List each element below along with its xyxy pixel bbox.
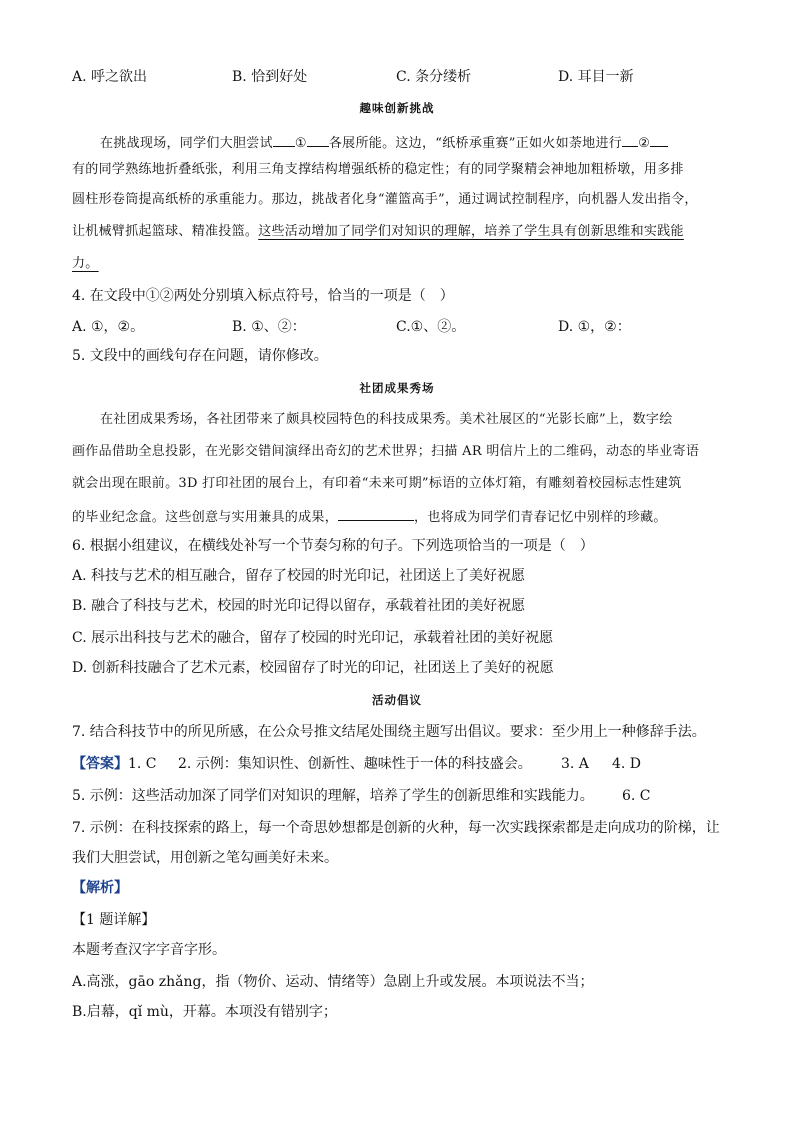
q6-option-d: D. 创新科技融合了艺术元素，校园留存了时光的印记，社团送上了美好的祝愿 <box>72 660 554 676</box>
q4-option-d: D. ①，②： <box>558 319 631 335</box>
analysis-line-3: B.启幕，qǐ mù，开幕。本项没有错别字； <box>72 1004 337 1020</box>
q6-option-a: A. 科技与艺术的相互融合，留存了校园的时光印记，社团送上了美好祝愿 <box>72 568 526 584</box>
q3-option-d: D. 耳目一新 <box>558 69 634 85</box>
q3-option-b: B. 恰到好处 <box>232 69 308 85</box>
answer-line-2 <box>72 786 734 806</box>
answer-5: 5. 示例：这些活动加深了同学们对知识的理解，培养了学生的创新思维和实践能力。 <box>72 788 594 804</box>
blank-1a <box>273 132 295 147</box>
blank-marker-1: ① <box>294 136 307 151</box>
passage1-line3: 圆柱形卷筒提高纸桥的承重能力。那边，挑战者化身“灌篮高手”，通过调试控制程序，向机器人发出指令， <box>72 192 698 207</box>
question-7: 7. 结合科技节中的所见所感，在公众号推文结尾处围绕主题写出倡议。要求：至少用上一种修辞手法。 <box>72 724 706 740</box>
blank-marker-2: ② <box>638 136 651 151</box>
passage1-line2: 有的同学熟练地折叠纸张，利用三角支撑结构增强纸桥的稳定性；有的同学聚精会神地加粗桥墩，用多排 <box>72 162 684 177</box>
passage1-line4 <box>72 222 734 242</box>
question-5: 5. 文段中的画线句存在问题，请你修改。 <box>72 348 328 364</box>
passage2-text: ，也将成为同学们青春记忆中别样的珍藏。 <box>414 510 667 525</box>
underlined-sentence: 这些活动增加了同学们对知识的理解，培养了学生具有创新思维和实践能 <box>258 224 684 239</box>
section-title-proposal: 活动倡议 <box>372 693 422 707</box>
answer-blank <box>338 506 414 521</box>
passage1-line1 <box>100 132 734 154</box>
section-title-challenge: 趣味创新挑战 <box>359 101 435 115</box>
answer-4: 4. D <box>612 756 642 772</box>
answer-1: 1. C <box>128 756 157 772</box>
q4-option-a: A. ①，②。 <box>72 319 145 335</box>
answer-7-line2: 我们大胆尝试，用创新之笔勾画美好未来。 <box>72 850 338 866</box>
passage2-line1: 在社团成果秀场，各社团带来了颇具校园特色的科技成果秀。美术社展区的“光影长廊”上，数字绘 <box>100 412 673 427</box>
blank-1b <box>307 132 329 147</box>
analysis-line-1: 本题考查汉字字音字形。 <box>72 942 226 958</box>
passage1-text: 在挑战现场，同学们大胆尝试 <box>100 136 273 151</box>
analysis-tag: 【解析】 <box>72 880 128 896</box>
question-6: 6. 根据小组建议，在横线处补写一个节奏匀称的句子。下列选项恰当的一项是（ ） <box>72 538 594 554</box>
answer-6: 6. C <box>622 788 651 804</box>
section-title-club: 社团成果秀场 <box>359 381 435 395</box>
passage2-line3: 就会出现在眼前。3D 打印社团的展台上，有印着“未来可期”标语的立体灯箱，有雕刻着校园标志性建筑 <box>72 476 682 491</box>
answer-3: 3. A <box>561 756 589 772</box>
passage1-text: 各展所能。这边，“纸桥承重赛”正如火如荼地进行 <box>328 136 623 151</box>
analysis-sub-1: 【1 题详解】 <box>72 912 156 928</box>
question-4: 4. 在文段中①②两处分别填入标点符号，恰当的一项是（ ） <box>72 288 454 304</box>
answer-7-line1: 7. 示例：在科技探索的路上，每一个奇思妙想都是创新的火种，每一次实践探索都是走向成功的阶梯，让 <box>72 820 720 836</box>
q6-option-b: B. 融合了科技与艺术，校园的时光印记得以留存，承载着社团的美好祝愿 <box>72 598 526 614</box>
blank-2a <box>622 132 638 147</box>
passage1-text: 让机械臂抓起篮球、精准投篮。 <box>72 224 259 239</box>
passage2-line2: 画作品借助全息投影，在光影交错间演绎出奇幻的艺术世界；扫描 AR 明信片上的二维码，动态的毕业寄语 <box>72 444 700 459</box>
passage2-text: 的毕业纪念盒。这些创意与实用兼具的成果， <box>72 510 339 525</box>
passage2-line4 <box>72 506 734 528</box>
analysis-line-2: A.高涨，gāo zhǎng，指（物价、运动、情绪等）急剧上升或发展。本项说法不当； <box>72 974 594 990</box>
underlined-sentence-end: 力。 <box>72 256 99 271</box>
answer-tag: 【答案】 <box>72 756 128 772</box>
answer-line-1 <box>72 754 734 774</box>
passage1-line5 <box>72 254 734 274</box>
q4-option-b: B. ①、②： <box>232 319 306 335</box>
q3-option-a: A. 呼之欲出 <box>72 69 148 85</box>
q6-option-c: C. 展示出科技与艺术的融合，留存了校园的时光印记，承载着社团的美好祝愿 <box>72 630 554 646</box>
answer-2: 2. 示例：集知识性、创新性、趣味性于一体的科技盛会。 <box>178 756 532 772</box>
q4-option-c: C.①、②。 <box>396 319 466 335</box>
q3-option-c: C. 条分缕析 <box>396 69 472 85</box>
blank-2b <box>650 132 668 147</box>
